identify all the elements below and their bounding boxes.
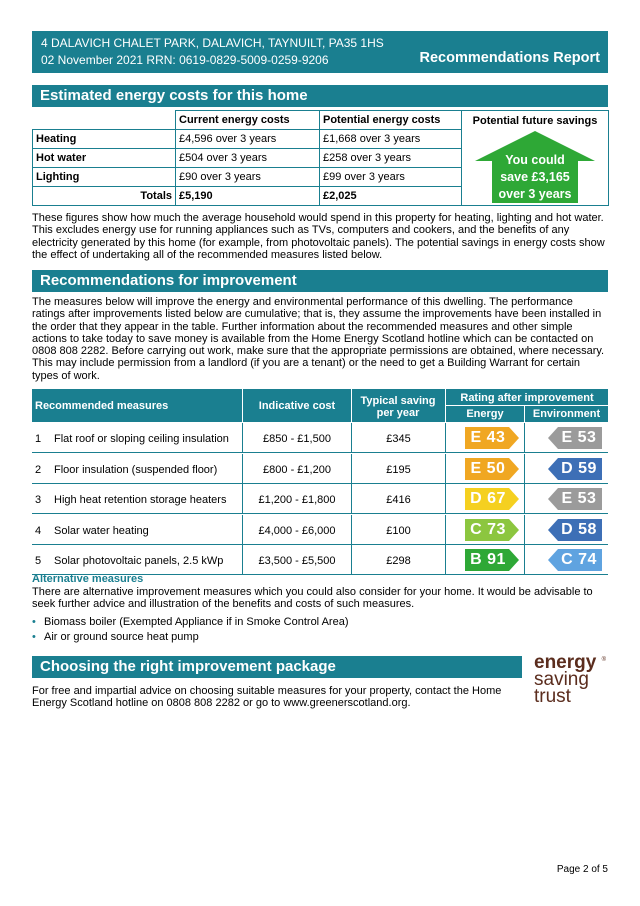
indicative-cost: £4,000 - £6,000: [258, 524, 336, 537]
environment-rating-badge: D 58: [548, 519, 602, 541]
table-row: [32, 484, 608, 514]
measure-number: 1: [35, 433, 42, 445]
table-row: [32, 454, 608, 484]
report-header: [32, 31, 608, 73]
list-item: • Air or ground source heat pump: [32, 631, 199, 643]
environment-rating-badge: E 53: [548, 427, 602, 449]
table-row: Lighting £90 over 3 years £99 over 3 years: [33, 168, 609, 187]
bullet-icon: •: [32, 631, 36, 643]
improvement-package-text: For free and impartial advice on choosing suitable measures for your property, contact the Home Energy Scotland hotline on 0808 808 2282 or go to www.greenerscotland.org.: [32, 685, 502, 710]
indicative-cost: £800 - £1,200: [263, 463, 331, 476]
measure-name: Solar water heating: [54, 524, 149, 537]
measure-number: 4: [35, 524, 42, 537]
table-row: Hot water £504 over 3 years £258 over 3 years: [33, 149, 609, 168]
alternative-measures-text: There are alternative improvement measures which you could also consider for your home. It would be advisable to seek further advice and illustration of the benefits and costs of such measures.: [32, 586, 593, 611]
col-indicative-cost: Indicative cost: [258, 400, 336, 412]
typical-saving: £298: [386, 555, 411, 567]
savings-text: You could save £3,165 over 3 years: [498, 153, 572, 201]
alternative-measures-list: [32, 616, 348, 646]
table-row: [32, 515, 608, 545]
col-recommended-measures: Recommended measures: [35, 400, 169, 412]
indicative-cost: £1,200 - £1,800: [258, 494, 336, 506]
col-energy: Energy: [466, 408, 504, 420]
measure-number: 3: [35, 494, 42, 506]
measure-number: 5: [35, 555, 42, 567]
energy-rating-badge: D 67: [465, 488, 519, 510]
energy-costs-note: These figures show how much the average household would spend in this property for heating, lighting and hot water. This excludes energy use for running appliances such as TVs, computers and cookers, and the benefits of any electricity generated by this home (for example, from photovoltaic panels). The potential savings in energy costs show the effect of undertaking all of the recommended measures listed below.: [32, 212, 605, 261]
energy-costs-heading: Estimated energy costs for this home: [32, 85, 608, 107]
measure-number: 2: [35, 463, 42, 476]
table-row: [32, 423, 608, 453]
energy-rating-badge: C 73: [465, 519, 519, 541]
indicative-cost: £850 - £1,500: [263, 433, 331, 445]
recommendations-intro: The measures below will improve the energy and environmental performance of this dwelling. The performance ratings after improvements listed below are cumulative; that is, they assume the improvements have been installed in the order that they appear in the table. Further information about the recommended measures and other simple actions to take today to save money is available from the Home Energy Scotland hotline which can be contacted on 0808 808 2282. Before carrying out work, make sure that the appropriate permissions are obtained, where necessary. This may include permission from a landlord (if you are a tenant) or the need to get a Building Warrant for certain types of work.: [32, 296, 605, 382]
col-potential-savings: Potential future savings: [472, 115, 598, 127]
page-number: Page 2 of 5: [556, 864, 608, 875]
environment-rating-badge: E 53: [548, 488, 602, 510]
bullet-icon: •: [32, 616, 36, 628]
recommendations-heading: Recommendations for improvement: [32, 270, 608, 292]
measure-name: Flat roof or sloping ceiling insulation: [54, 433, 229, 445]
energy-rating-badge: E 43: [465, 427, 519, 449]
potential-savings-cell: [462, 111, 609, 206]
col-environment: Environment: [532, 408, 601, 420]
energy-costs-table: [32, 110, 609, 206]
measure-name: Solar photovoltaic panels, 2.5 kWp: [54, 555, 224, 567]
environment-rating-badge: C 74: [548, 549, 602, 571]
property-address: 4 DALAVICH CHALET PARK, DALAVICH, TAYNUILT, PA35 1HS: [41, 36, 384, 50]
col-typical-saving: Typical saving per year: [360, 395, 436, 419]
table-row: [32, 545, 608, 575]
environment-rating-badge: D 59: [548, 458, 602, 480]
recommendations-table-header: [32, 389, 608, 422]
improvement-package-heading: Choosing the right improvement package: [32, 656, 522, 678]
date-rrn: 02 November 2021 RRN: 0619-0829-5009-0259-9206: [41, 53, 329, 67]
measure-name: High heat retention storage heaters: [54, 494, 227, 506]
typical-saving: £100: [386, 524, 411, 537]
typical-saving: £195: [386, 463, 411, 476]
indicative-cost: £3,500 - £5,500: [258, 555, 336, 567]
col-potential-costs: Potential energy costs: [320, 111, 462, 130]
typical-saving: £345: [386, 433, 411, 445]
alternative-measures-title: Alternative measures: [32, 573, 144, 585]
energy-saving-trust-logo: ® energy saving trust: [534, 652, 606, 707]
measure-name: Floor insulation (suspended floor): [54, 463, 218, 476]
table-row: Heating £4,596 over 3 years £1,668 over 3 years: [33, 130, 609, 149]
col-current-costs: Current energy costs: [176, 111, 320, 130]
energy-rating-badge: E 50: [465, 458, 519, 480]
typical-saving: £416: [386, 494, 411, 506]
list-item: • Biomass boiler (Exempted Appliance if in Smoke Control Area): [32, 616, 349, 628]
energy-rating-badge: B 91: [465, 549, 519, 571]
col-rating-after-improvement: Rating after improvement: [460, 392, 594, 404]
report-title: Recommendations Report: [419, 50, 600, 66]
totals-row: Totals £5,190 £2,025: [33, 187, 609, 206]
table-corner: [33, 111, 176, 130]
